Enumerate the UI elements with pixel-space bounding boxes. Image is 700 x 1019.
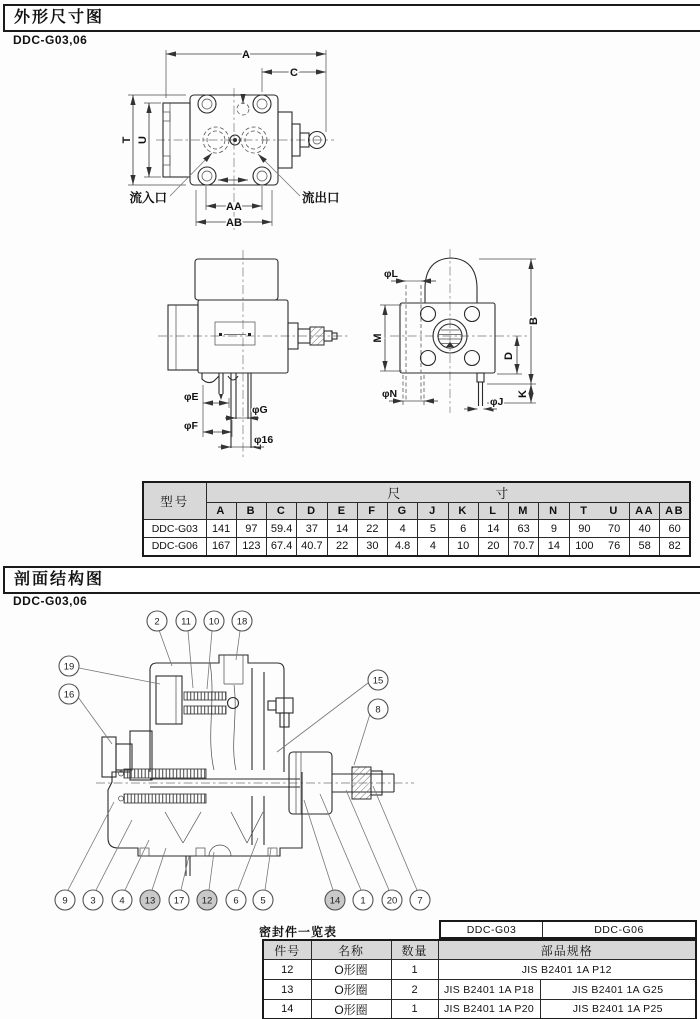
callout-10 [204, 611, 224, 689]
dim-label-phi-l: φL [384, 268, 398, 280]
svg-text:16: 16 [63, 689, 75, 701]
side-view-dimensions [372, 259, 540, 409]
seal-table-title: 密封件一览表 [259, 925, 338, 939]
callout-8 [354, 699, 388, 765]
svg-text:13: 13 [144, 895, 156, 907]
dim-label-u: U [137, 136, 149, 144]
dim-label-t: T [121, 136, 133, 144]
callout-5 [253, 848, 273, 910]
plan-view-centerlines [156, 88, 334, 230]
dim-label-phi-16: φ16 [254, 434, 274, 446]
dim-label-c: C [290, 67, 298, 79]
svg-text:3: 3 [90, 895, 96, 907]
col-e: E [327, 503, 357, 520]
svg-text:12: 12 [201, 895, 213, 907]
svg-text:18: 18 [236, 616, 248, 628]
col-a: A [206, 503, 236, 520]
seal-row-13: 13 O形圈 2 JIS B2401 1A P18 JIS B2401 1A G25 [263, 980, 696, 1000]
dim-label-phi-n: φN [382, 388, 398, 400]
col-d: D [297, 503, 327, 520]
col-t: T [569, 503, 599, 520]
svg-text:8: 8 [375, 704, 381, 716]
callout-16 [59, 684, 112, 744]
callout-14 [304, 800, 345, 910]
col-l: L [478, 503, 508, 520]
col-u: U [599, 503, 629, 520]
seal-table-header-row [263, 940, 696, 960]
section-view-callouts [55, 611, 430, 910]
dim-label-m: M [372, 333, 384, 343]
seal-model-ddc-g03: DDC-G03 [466, 923, 517, 936]
size-char-left: 尺 [387, 486, 401, 501]
plan-view-port-labels [129, 153, 339, 205]
dim-row-ddc-g03: DDC-G03 141 97 59.4 37 14 22 4 5 6 14 63 9 90 70 40 60 [143, 520, 690, 538]
size-char-right: 寸 [495, 486, 509, 501]
section-title-outline-dimensions [3, 4, 700, 32]
seal-parts-table [262, 939, 697, 1019]
dim-label-ab: AB [226, 217, 242, 229]
callout-20 [346, 790, 402, 910]
svg-text:14: 14 [329, 895, 341, 907]
inlet-port-label: 流入口 [129, 191, 167, 205]
front-view-dimensions [184, 385, 273, 447]
dimension-table [142, 481, 691, 557]
svg-text:1: 1 [360, 895, 366, 907]
svg-text:7: 7 [417, 895, 423, 907]
header-qty: 数量 [391, 940, 438, 960]
svg-text:17: 17 [173, 895, 185, 907]
model-label-structure: DDC-G03,06 [13, 594, 88, 608]
svg-text:2: 2 [154, 616, 160, 628]
col-aa: AA [630, 503, 660, 520]
dim-label-phi-j: φJ [490, 396, 504, 408]
callout-12 [197, 852, 217, 910]
dim-label-a: A [242, 49, 250, 61]
outlet-port-label: 流出口 [302, 191, 340, 205]
svg-text:11: 11 [181, 616, 191, 628]
col-j: J [418, 503, 448, 520]
col-k: K [448, 503, 478, 520]
col-g: G [388, 503, 418, 520]
plan-view-drawing [100, 45, 352, 237]
side-view-centerlines [390, 249, 527, 413]
col-header-model: 型号 [143, 482, 206, 520]
callout-13 [140, 848, 166, 910]
side-view-body-outline [400, 258, 495, 406]
front-view-drawing [150, 245, 365, 463]
dim-label-phi-e: φE [184, 391, 199, 403]
svg-text:5: 5 [260, 895, 266, 907]
dim-label-aa: AA [226, 201, 242, 213]
model-name: DDC-G06 [143, 538, 206, 556]
model-label-dimensions: DDC-G03,06 [13, 33, 88, 47]
col-c: C [267, 503, 297, 520]
seal-table-model-header-row [439, 920, 697, 939]
col-b: B [236, 503, 266, 520]
svg-text:9: 9 [62, 895, 68, 907]
col-f: F [357, 503, 387, 520]
dim-label-phi-f: φF [184, 420, 198, 432]
header-spec: 部品规格 [438, 940, 696, 960]
side-view-drawing [373, 245, 547, 417]
seal-row-12: 12 O形圈 1 JIS B2401 1A P12 [263, 960, 696, 980]
svg-text:15: 15 [372, 675, 384, 687]
callout-18 [232, 611, 252, 660]
svg-text:20: 20 [386, 895, 398, 907]
dim-label-d: D [503, 352, 515, 360]
dim-label-b: B [528, 317, 540, 325]
callout-19 [59, 656, 160, 684]
header-part-no: 件号 [263, 940, 311, 960]
dim-column-letters-row [143, 503, 690, 520]
col-header-size [206, 482, 690, 503]
dim-label-phi-g: φG [252, 404, 268, 416]
svg-text:10: 10 [208, 616, 220, 628]
dim-row-ddc-g06: DDC-G06 167 123 67.4 40.7 22 30 4.8 4 10 20 70.7 14 100 76 58 82 [143, 538, 690, 556]
dim-label-k: K [517, 390, 529, 398]
section-view-drawing [40, 600, 472, 915]
section-title-sectional-structure [3, 566, 700, 594]
svg-text:19: 19 [63, 661, 75, 673]
svg-text:6: 6 [233, 895, 239, 907]
seal-model-ddc-g06: DDC-G06 [542, 922, 695, 937]
section-title-text: 剖面结构图 [14, 571, 105, 588]
seal-row-14: 14 O形圈 1 JIS B2401 1A P20 JIS B2401 1A P25 [263, 1000, 696, 1019]
svg-text:4: 4 [119, 895, 125, 907]
callout-2 [147, 611, 172, 666]
section-title-text: 外形尺寸图 [14, 9, 105, 26]
header-name: 名称 [311, 940, 391, 960]
col-n: N [539, 503, 569, 520]
col-ab: AB [660, 503, 690, 520]
section-view-body [102, 655, 394, 876]
callout-7 [373, 786, 430, 910]
col-m: M [509, 503, 539, 520]
model-name: DDC-G03 [143, 520, 206, 538]
